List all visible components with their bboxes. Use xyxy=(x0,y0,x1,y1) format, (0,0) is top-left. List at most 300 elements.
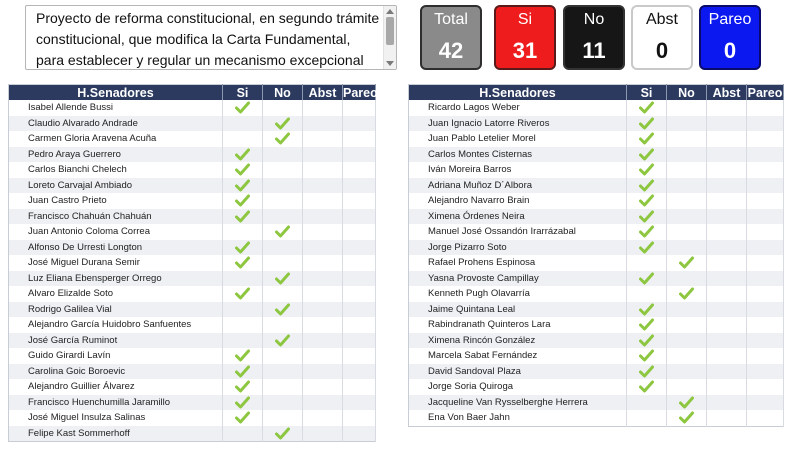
checkmark-icon xyxy=(639,148,654,161)
vote-cell-no xyxy=(263,410,303,426)
vote-cell-no xyxy=(667,131,707,147)
vote-cell-si xyxy=(627,286,667,302)
vote-cell-pareo xyxy=(343,317,376,333)
vote-cell-abst xyxy=(707,224,747,240)
checkmark-icon xyxy=(235,365,250,378)
pareo-count-badge xyxy=(699,5,761,70)
senator-name: Alejandro Navarro Brain xyxy=(409,193,627,209)
vote-cell-si xyxy=(627,193,667,209)
vote-cell-no xyxy=(263,271,303,287)
checkmark-icon xyxy=(235,210,250,223)
senator-row xyxy=(9,348,376,364)
vote-cell-pareo xyxy=(343,224,376,240)
total-count-badge xyxy=(420,5,482,70)
vote-cell-si xyxy=(223,240,263,256)
vote-cell-no xyxy=(667,302,707,318)
senator-row xyxy=(9,364,376,380)
vote-cell-no xyxy=(667,364,707,380)
checkmark-icon xyxy=(235,396,250,409)
senator-name: Francisco Huenchumilla Jaramillo xyxy=(9,395,223,411)
senator-row xyxy=(409,317,784,333)
checkmark-icon xyxy=(639,365,654,378)
senator-name: Jorge Soria Quiroga xyxy=(409,379,627,395)
vote-cell-si xyxy=(223,116,263,132)
senator-row xyxy=(409,271,784,287)
column-header-si: Si xyxy=(627,85,667,101)
vote-cell-abst xyxy=(707,255,747,271)
checkmark-icon xyxy=(235,148,250,161)
vote-cell-pareo xyxy=(343,255,376,271)
vote-cell-si xyxy=(223,255,263,271)
vote-cell-pareo xyxy=(343,426,376,442)
senator-name: Felipe Kast Sommerhoff xyxy=(9,426,223,442)
senator-name: Carmen Gloria Aravena Acuña xyxy=(9,131,223,147)
vote-cell-si xyxy=(223,286,263,302)
vote-cell-no xyxy=(263,426,303,442)
vote-cell-si xyxy=(223,224,263,240)
vote-cell-no xyxy=(667,240,707,256)
senators-vote-table-right xyxy=(408,84,784,427)
vote-cell-no xyxy=(667,209,707,225)
vote-cell-abst xyxy=(303,255,343,271)
senator-name: Adriana Muñoz D´Albora xyxy=(409,178,627,194)
vote-cell-no xyxy=(667,147,707,163)
abst-label: Abst xyxy=(645,11,678,28)
vote-cell-abst xyxy=(707,178,747,194)
senator-row xyxy=(9,271,376,287)
senators-vote-table-left xyxy=(8,84,376,442)
vote-cell-abst xyxy=(707,364,747,380)
senator-name: Ena Von Baer Jahn xyxy=(409,410,627,426)
checkmark-icon xyxy=(639,318,654,331)
vote-cell-abst xyxy=(303,100,343,116)
vote-cell-abst xyxy=(303,116,343,132)
vote-cell-no xyxy=(263,364,303,380)
vote-cell-si xyxy=(223,379,263,395)
senator-name: Claudio Alvarado Andrade xyxy=(9,116,223,132)
checkmark-icon xyxy=(639,179,654,192)
vote-cell-abst xyxy=(303,193,343,209)
checkmark-icon xyxy=(275,117,290,130)
vote-cell-abst xyxy=(303,271,343,287)
vote-cell-abst xyxy=(707,100,747,116)
vote-cell-no xyxy=(667,100,707,116)
senator-name: José García Ruminot xyxy=(9,333,223,349)
senator-name: Carlos Montes Cisternas xyxy=(409,147,627,163)
vote-cell-abst xyxy=(303,379,343,395)
vote-cell-si xyxy=(627,240,667,256)
scroll-up-arrow-icon[interactable] xyxy=(386,9,394,14)
checkmark-icon xyxy=(639,241,654,254)
vote-cell-pareo xyxy=(747,116,784,132)
checkmark-icon xyxy=(275,225,290,238)
senator-name: Iván Moreira Barros xyxy=(409,162,627,178)
vote-cell-si xyxy=(627,178,667,194)
si-label: Si xyxy=(517,11,533,28)
table-header-row xyxy=(9,85,376,101)
checkmark-icon xyxy=(639,303,654,316)
checkmark-icon xyxy=(275,303,290,316)
vote-cell-abst xyxy=(707,286,747,302)
vote-cell-no xyxy=(263,178,303,194)
vote-cell-pareo xyxy=(343,162,376,178)
vote-cell-abst xyxy=(707,395,747,411)
description-scrollbar[interactable] xyxy=(383,6,396,69)
vote-cell-no xyxy=(667,271,707,287)
vote-cell-no xyxy=(263,162,303,178)
vote-cell-pareo xyxy=(747,178,784,194)
vote-cell-no xyxy=(667,224,707,240)
senator-name: Juan Antonio Coloma Correa xyxy=(9,224,223,240)
senator-row xyxy=(9,302,376,318)
senator-name: Alejandro García Huidobro Sanfuentes xyxy=(9,317,223,333)
vote-cell-no xyxy=(667,178,707,194)
senator-row xyxy=(409,395,784,411)
senator-name: Alvaro Elizalde Soto xyxy=(9,286,223,302)
no-count-badge xyxy=(563,5,625,70)
vote-cell-si xyxy=(627,302,667,318)
senator-name: Luz Eliana Ebensperger Orrego xyxy=(9,271,223,287)
vote-cell-no xyxy=(263,224,303,240)
checkmark-icon xyxy=(639,334,654,347)
vote-cell-no xyxy=(263,240,303,256)
vote-cell-no xyxy=(667,255,707,271)
vote-cell-pareo xyxy=(747,100,784,116)
checkmark-icon xyxy=(639,101,654,114)
senator-row xyxy=(9,333,376,349)
senator-row xyxy=(409,333,784,349)
checkmark-icon xyxy=(275,132,290,145)
vote-cell-abst xyxy=(707,162,747,178)
vote-cell-abst xyxy=(303,131,343,147)
senator-name: Juan Ignacio Latorre Riveros xyxy=(409,116,627,132)
checkmark-icon xyxy=(639,225,654,238)
vote-cell-abst xyxy=(303,302,343,318)
vote-cell-pareo xyxy=(343,271,376,287)
vote-cell-pareo xyxy=(747,240,784,256)
vote-cell-abst xyxy=(707,410,747,426)
vote-cell-abst xyxy=(303,395,343,411)
checkmark-icon xyxy=(235,194,250,207)
senator-row xyxy=(9,162,376,178)
vote-cell-no xyxy=(667,410,707,426)
senator-name: Isabel Allende Bussi xyxy=(9,100,223,116)
checkmark-icon xyxy=(679,411,694,424)
vote-cell-no xyxy=(263,317,303,333)
senator-name: Yasna Provoste Campillay xyxy=(409,271,627,287)
vote-cell-abst xyxy=(303,162,343,178)
vote-cell-si xyxy=(627,364,667,380)
vote-cell-pareo xyxy=(747,348,784,364)
vote-cell-pareo xyxy=(747,286,784,302)
senator-row xyxy=(9,131,376,147)
checkmark-icon xyxy=(235,349,250,362)
vote-cell-no xyxy=(263,255,303,271)
senator-row xyxy=(409,193,784,209)
vote-cell-pareo xyxy=(747,333,784,349)
column-header-pareo: Pareo xyxy=(747,85,783,100)
senator-name: Manuel José Ossandón Irarrázabal xyxy=(409,224,627,240)
senator-name: Carlos Bianchi Chelech xyxy=(9,162,223,178)
senator-name: David Sandoval Plaza xyxy=(409,364,627,380)
bill-description-box[interactable] xyxy=(25,5,397,70)
vote-cell-si xyxy=(223,333,263,349)
senator-name: José Miguel Insulza Salinas xyxy=(9,410,223,426)
vote-cell-pareo xyxy=(343,302,376,318)
vote-cell-pareo xyxy=(747,302,784,318)
senator-name: Ximena Órdenes Neira xyxy=(409,209,627,225)
pareo-label: Pareo xyxy=(708,11,752,28)
vote-cell-si xyxy=(223,178,263,194)
senator-row xyxy=(9,147,376,163)
vote-cell-si xyxy=(627,410,667,426)
vote-cell-si xyxy=(223,147,263,163)
senator-name: Kenneth Pugh Olavarría xyxy=(409,286,627,302)
vote-cell-no xyxy=(263,100,303,116)
vote-cell-pareo xyxy=(343,147,376,163)
vote-cell-no xyxy=(263,193,303,209)
checkmark-icon xyxy=(275,272,290,285)
vote-cell-abst xyxy=(303,147,343,163)
vote-cell-no xyxy=(263,379,303,395)
senator-name: Ximena Rincón González xyxy=(409,333,627,349)
senator-row xyxy=(9,426,376,442)
senator-name: Rafael Prohens Espinosa xyxy=(409,255,627,271)
no-label: No xyxy=(583,11,605,28)
vote-cell-si xyxy=(223,162,263,178)
vote-cell-si xyxy=(223,100,263,116)
vote-cell-si xyxy=(627,333,667,349)
vote-cell-abst xyxy=(707,333,747,349)
senator-row xyxy=(9,209,376,225)
senator-row xyxy=(9,193,376,209)
scroll-down-arrow-icon[interactable] xyxy=(386,61,394,66)
senator-row xyxy=(9,395,376,411)
checkmark-icon xyxy=(235,179,250,192)
total-label: Total xyxy=(434,11,468,28)
vote-cell-abst xyxy=(303,224,343,240)
senator-row xyxy=(9,224,376,240)
vote-cell-si xyxy=(223,209,263,225)
column-header-si: Si xyxy=(223,85,263,101)
vote-cell-abst xyxy=(303,240,343,256)
vote-cell-no xyxy=(263,147,303,163)
checkmark-icon xyxy=(275,334,290,347)
total-value: 42 xyxy=(438,38,464,63)
vote-cell-abst xyxy=(707,317,747,333)
vote-cell-no xyxy=(263,348,303,364)
column-header-abst: Abst xyxy=(707,85,747,101)
senator-name: Guido Girardi Lavín xyxy=(9,348,223,364)
senator-row xyxy=(409,209,784,225)
senator-name: Alejandro Guillier Álvarez xyxy=(9,379,223,395)
checkmark-icon xyxy=(639,380,654,393)
senator-name: Pedro Araya Guerrero xyxy=(9,147,223,163)
vote-cell-no xyxy=(263,209,303,225)
column-header-senators: H.Senadores xyxy=(409,85,627,101)
senator-name: Marcela Sabat Fernández xyxy=(409,348,627,364)
vote-cell-si xyxy=(627,162,667,178)
vote-cell-si xyxy=(627,147,667,163)
checkmark-icon xyxy=(679,287,694,300)
si-value: 31 xyxy=(512,38,538,63)
vote-cell-si xyxy=(223,395,263,411)
vote-cell-si xyxy=(223,364,263,380)
vote-cell-pareo xyxy=(343,333,376,349)
senator-name: Ricardo Lagos Weber xyxy=(409,100,627,116)
vote-cell-abst xyxy=(303,286,343,302)
vote-cell-pareo xyxy=(747,147,784,163)
checkmark-icon xyxy=(639,132,654,145)
senator-name: Loreto Carvajal Ambiado xyxy=(9,178,223,194)
senator-name: Rabindranath Quinteros Lara xyxy=(409,317,627,333)
checkmark-icon xyxy=(639,117,654,130)
si-count-badge xyxy=(494,5,556,70)
vote-cell-no xyxy=(263,131,303,147)
senator-row xyxy=(409,162,784,178)
checkmark-icon xyxy=(679,396,694,409)
senator-row xyxy=(409,131,784,147)
checkmark-icon xyxy=(235,256,250,269)
checkmark-icon xyxy=(639,349,654,362)
senator-row xyxy=(9,317,376,333)
table-body xyxy=(409,100,784,426)
vote-cell-abst xyxy=(303,209,343,225)
vote-cell-pareo xyxy=(747,209,784,225)
senator-row xyxy=(409,410,784,426)
column-header-senators: H.Senadores xyxy=(9,85,223,101)
table-header-row xyxy=(409,85,784,101)
senator-row xyxy=(9,286,376,302)
vote-cell-abst xyxy=(707,348,747,364)
vote-cell-pareo xyxy=(747,162,784,178)
senator-row xyxy=(409,116,784,132)
vote-cell-si xyxy=(627,209,667,225)
vote-cell-si xyxy=(627,379,667,395)
senator-row xyxy=(9,240,376,256)
checkmark-icon xyxy=(275,427,290,440)
vote-cell-abst xyxy=(707,147,747,163)
vote-cell-abst xyxy=(707,193,747,209)
vote-cell-pareo xyxy=(343,131,376,147)
table-body xyxy=(9,100,376,442)
senator-row xyxy=(409,224,784,240)
abst-count-badge xyxy=(631,5,693,70)
vote-cell-pareo xyxy=(747,193,784,209)
vote-cell-pareo xyxy=(343,348,376,364)
vote-cell-pareo xyxy=(747,317,784,333)
senator-row xyxy=(9,100,376,116)
vote-cell-si xyxy=(627,116,667,132)
vote-cell-pareo xyxy=(747,271,784,287)
vote-cell-no xyxy=(667,286,707,302)
senator-row xyxy=(409,240,784,256)
vote-cell-si xyxy=(223,410,263,426)
vote-cell-no xyxy=(667,317,707,333)
vote-cell-no xyxy=(667,379,707,395)
column-header-abst: Abst xyxy=(303,85,343,101)
column-header-no: No xyxy=(263,85,303,101)
vote-cell-no xyxy=(667,395,707,411)
pareo-value: 0 xyxy=(723,38,737,63)
vote-cell-abst xyxy=(303,426,343,442)
vote-cell-abst xyxy=(707,379,747,395)
scroll-thumb[interactable] xyxy=(386,17,394,45)
vote-cell-no xyxy=(263,395,303,411)
vote-cell-no xyxy=(263,333,303,349)
vote-cell-pareo xyxy=(747,131,784,147)
checkmark-icon xyxy=(639,272,654,285)
checkmark-icon xyxy=(235,411,250,424)
checkmark-icon xyxy=(235,163,250,176)
senator-row xyxy=(409,147,784,163)
column-header-no: No xyxy=(667,85,707,101)
vote-cell-abst xyxy=(303,348,343,364)
vote-cell-si xyxy=(223,426,263,442)
senator-row xyxy=(409,100,784,116)
senator-name: Francisco Chahuán Chahuán xyxy=(9,209,223,225)
vote-cell-no xyxy=(667,348,707,364)
vote-cell-pareo xyxy=(343,116,376,132)
vote-cell-abst xyxy=(707,131,747,147)
senator-name: Juan Castro Prieto xyxy=(9,193,223,209)
column-header-pareo: Pareo xyxy=(343,85,378,100)
bill-description-text: Proyecto de reforma constitucional, en segundo trámite constitucional, que modifica la Carta Fundamental, para establecer y regular un mecanismo excepcional xyxy=(36,10,380,68)
vote-cell-pareo xyxy=(343,364,376,380)
vote-cell-abst xyxy=(303,178,343,194)
senator-row xyxy=(409,178,784,194)
senator-row xyxy=(409,364,784,380)
senator-name: Rodrigo Galilea Vial xyxy=(9,302,223,318)
vote-cell-si xyxy=(223,131,263,147)
senator-row xyxy=(9,410,376,426)
vote-cell-si xyxy=(627,224,667,240)
vote-cell-abst xyxy=(707,240,747,256)
senator-name: Jaime Quintana Leal xyxy=(409,302,627,318)
senator-row xyxy=(9,178,376,194)
no-value: 11 xyxy=(582,38,606,63)
senator-row xyxy=(409,302,784,318)
senator-name: Alfonso De Urresti Longton xyxy=(9,240,223,256)
vote-cell-pareo xyxy=(747,255,784,271)
vote-cell-si xyxy=(223,271,263,287)
senator-name: José Miguel Durana Semir xyxy=(9,255,223,271)
vote-cell-abst xyxy=(707,271,747,287)
vote-cell-no xyxy=(667,116,707,132)
vote-cell-si xyxy=(627,317,667,333)
vote-cell-pareo xyxy=(343,193,376,209)
vote-cell-pareo xyxy=(747,364,784,380)
vote-cell-pareo xyxy=(747,395,784,411)
checkmark-icon xyxy=(639,210,654,223)
vote-cell-pareo xyxy=(343,379,376,395)
vote-cell-pareo xyxy=(747,224,784,240)
vote-cell-pareo xyxy=(343,286,376,302)
vote-cell-si xyxy=(223,348,263,364)
checkmark-icon xyxy=(235,380,250,393)
vote-cell-si xyxy=(223,317,263,333)
checkmark-icon xyxy=(639,163,654,176)
senator-row xyxy=(409,348,784,364)
vote-cell-pareo xyxy=(343,100,376,116)
vote-cell-abst xyxy=(707,209,747,225)
vote-cell-abst xyxy=(303,410,343,426)
vote-cell-no xyxy=(667,193,707,209)
vote-cell-pareo xyxy=(747,410,784,426)
vote-cell-pareo xyxy=(343,240,376,256)
vote-cell-pareo xyxy=(343,209,376,225)
senator-row xyxy=(9,379,376,395)
